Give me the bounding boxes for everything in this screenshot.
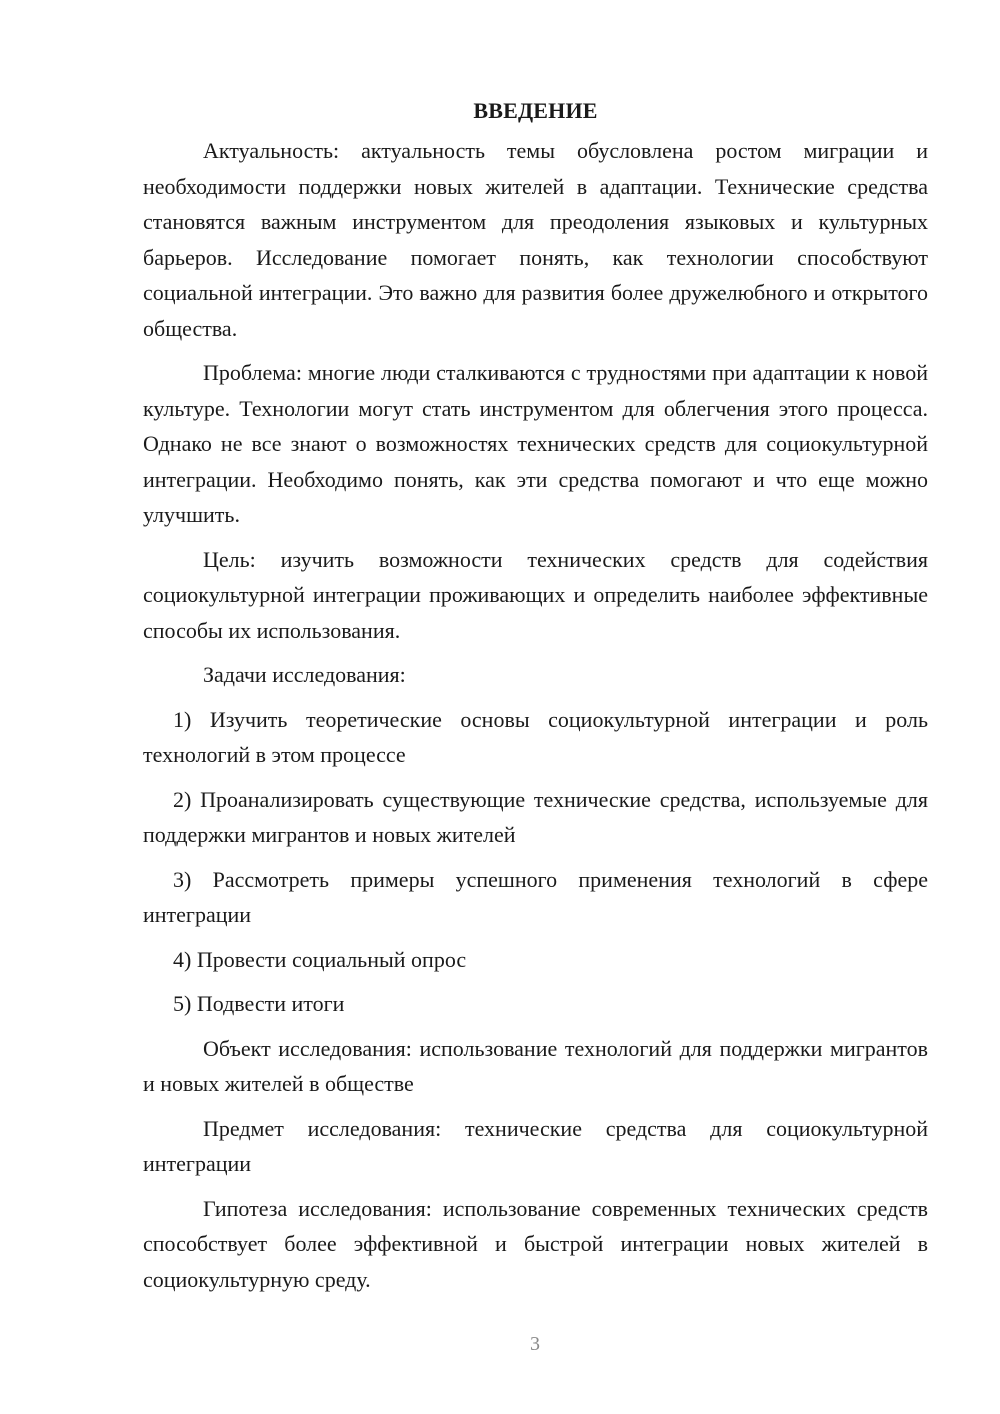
tasks-list [143,702,928,1022]
section-title: ВВЕДЕНИЕ [473,98,598,123]
document-page [143,95,928,1306]
subject-paragraph: Предмет исследования: технические средства для социокультурной интеграции [143,1115,928,1176]
hypothesis-paragraph: Гипотеза исследования: использование современных технических средств способствует более эффективной и быстрой интеграции новых жителей в социокультурную среду. [143,1195,928,1292]
task-item: 1) Изучить теоретические основы социокультурной интеграции и роль технологий в этом процессе [143,706,928,767]
goal-paragraph: Цель: изучить возможности технических средств для содействия социокультурной интеграции проживающих и определить наиболее эффективные способы их использования. [143,546,928,643]
task-item: 2) Проанализировать существующие технические средства, используемые для поддержки мигрантов и новых жителей [143,786,928,847]
page-number: 3 [530,1333,540,1355]
object-paragraph: Объект исследования: использование технологий для поддержки мигрантов и новых жителей в обществе [143,1035,928,1096]
relevance-paragraph: Актуальность: актуальность темы обусловлена ростом миграции и необходимости поддержки новых жителей в адаптации. Технические средства становятся важным инструментом для преодоления языковых и культурных барьеров. Исследование помогает понять, как технологии способствуют социальной интеграции. Это важно для развития более дружелюбного и открытого общества. [143,138,928,341]
problem-paragraph: Проблема: многие люди сталкиваются с трудностями при адаптации к новой культуре. Технологии могут стать инструментом для облегчения этого процесса. Однако не все знают о возможностях технических средств для социокультурной интеграции. Необходимо понять, как эти средства помогают и что еще можно улучшить. [143,360,928,527]
task-item: 3) Рассмотреть примеры успешного применения технологий в сфере интеграции [143,866,928,927]
task-item: 5) Подвести итоги [173,991,345,1016]
tasks-heading: Задачи исследования: [203,662,406,687]
task-item: 4) Провести социальный опрос [173,946,467,972]
